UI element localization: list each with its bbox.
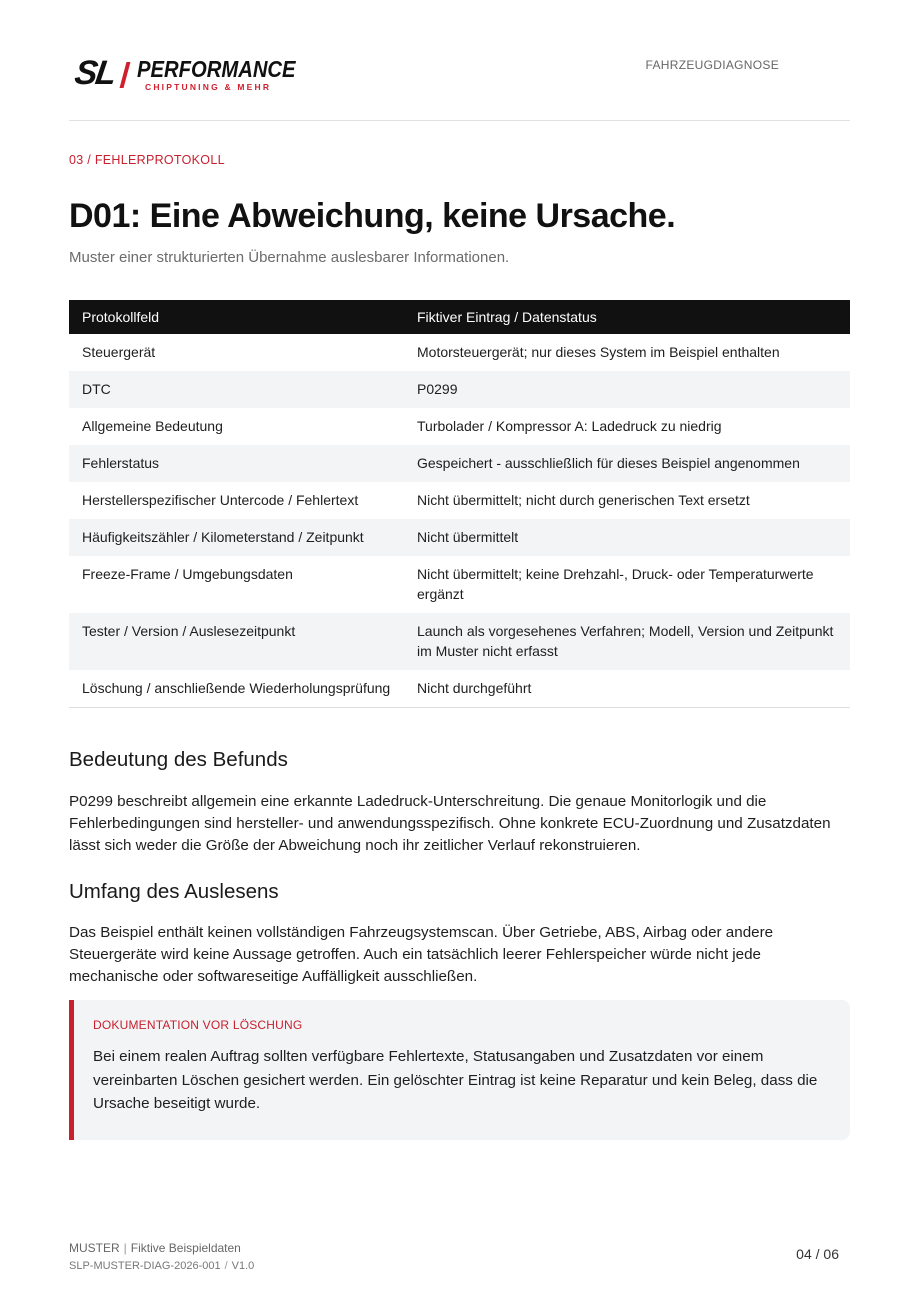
table-cell-entry: Motorsteuergerät; nur dieses System im Beispiel enthalten (417, 344, 780, 360)
table-row (69, 334, 850, 371)
table-cell-entry: Gespeichert - ausschließlich für dieses Beispiel angenommen (404, 445, 850, 482)
document-page (69, 0, 850, 1300)
table-cell-field: DTC (69, 371, 404, 408)
table-cell-entry: P0299 (404, 371, 850, 408)
callout-label: DOKUMENTATION VOR LÖSCHUNG (93, 1018, 303, 1032)
table-cell-entry: Nicht übermittelt; keine Drehzahl-, Druck- oder Temperaturwerte ergänzt (417, 566, 814, 602)
table-cell-entry: Nicht übermittelt; nicht durch generischen Text ersetzt (417, 492, 750, 508)
section-label: 03 / FEHLERPROTOKOLL (69, 153, 225, 167)
scope-heading: Umfang des Auslesens (69, 880, 279, 903)
scope-paragraph: Das Beispiel enthält keinen vollständigen Fahrzeugsystemscan. Über Getriebe, ABS, Airbag oder andere Steuergeräte wird keine Aussage getroffen. Auch ein tatsächlich leerer Fehlerspeicher würde nicht jede mechanische oder softwareseitige Auffälligkeit ausschließen. (69, 924, 774, 985)
table-cell-field: Tester / Version / Auslesezeitpunkt (69, 613, 404, 670)
callout-box (69, 1000, 850, 1140)
table-row (69, 445, 850, 482)
table-cell-entry: Turbolader / Kompressor A: Ladedruck zu niedrig (417, 418, 722, 434)
table-cell-field: Fehlerstatus (69, 445, 404, 482)
error-log-table (69, 300, 850, 708)
footer-status-label: MUSTER (69, 1241, 120, 1255)
table-row (69, 556, 850, 613)
callout-text: Bei einem realen Auftrag sollten verfügbare Fehlertexte, Statusangaben und Zusatzdaten vor einem vereinbarten Löschen gesichert werden. Ein gelöschter Eintrag ist keine Reparatur und kein Beleg, dass die Ursache beseitigt wurde. (93, 1048, 818, 1112)
footer-separator: | (123, 1241, 127, 1255)
table-row (69, 371, 850, 408)
table-cell-field: Herstellerspezifischer Untercode / Fehlertext (82, 492, 359, 508)
table-header-row (69, 300, 850, 334)
meaning-paragraph: P0299 beschreibt allgemein eine erkannte Ladedruck-Unterschreitung. Die genaue Monitorlogik und die Fehlerbedingungen sind hersteller- und anwendungsspezifisch. Ohne konkrete ECU-Zuordnung und Zusatzdaten lässt sich weder die Größe der Abweichung noch ihr zeitlicher Verlauf rekonstruieren. (69, 793, 831, 854)
document-type-label: FAHRZEUGDIAGNOSE (645, 58, 779, 72)
footer-doc-id: SLP-MUSTER-DIAG-2026-001 (69, 1260, 221, 1272)
meaning-heading: Bedeutung des Befunds (69, 748, 288, 771)
table-cell-field: Allgemeine Bedeutung (82, 418, 223, 434)
column-header-entry: Fiktiver Eintrag / Datenstatus (404, 300, 850, 334)
logo-mark: SL (72, 54, 118, 92)
table-row (69, 519, 850, 556)
footer-separator: / (224, 1260, 228, 1272)
footer-status (69, 1241, 241, 1255)
table-cell-entry: Nicht übermittelt (404, 519, 850, 556)
table-row (69, 482, 850, 519)
table-cell-entry: Launch als vorgesehenes Verfahren; Modell, Version und Zeitpunkt im Muster nicht erfasst (404, 613, 850, 670)
logo-tagline: CHIPTUNING & MEHR (145, 82, 272, 92)
table-cell-entry: Nicht durchgeführt (404, 670, 850, 708)
footer-version: V1.0 (231, 1260, 255, 1272)
page-number: 04 / 06 (796, 1246, 839, 1262)
logo-wordmark: PERFORMANCE (137, 56, 296, 82)
column-header-field: Protokollfeld (69, 300, 404, 334)
table-cell-field: Steuergerät (82, 344, 156, 360)
page-subtitle: Muster einer strukturierten Übernahme auslesbarer Informationen. (69, 249, 510, 266)
brand-logo (72, 54, 296, 94)
table-cell-field: Freeze-Frame / Umgebungsdaten (82, 566, 293, 582)
footer-note: Fiktive Beispieldaten (130, 1241, 241, 1255)
table-cell-field: Häufigkeitszähler / Kilometerstand / Zeitpunkt (69, 519, 404, 556)
table-row (69, 670, 850, 708)
table-row (69, 408, 850, 445)
table-row (69, 613, 850, 670)
page-title: D01: Eine Abweichung, keine Ursache. (69, 197, 676, 235)
logo-accent-bar (120, 62, 131, 88)
page-header (69, 44, 850, 121)
table-cell-field: Löschung / anschließende Wiederholungsprüfung (69, 670, 404, 708)
footer-document-id (69, 1260, 254, 1272)
